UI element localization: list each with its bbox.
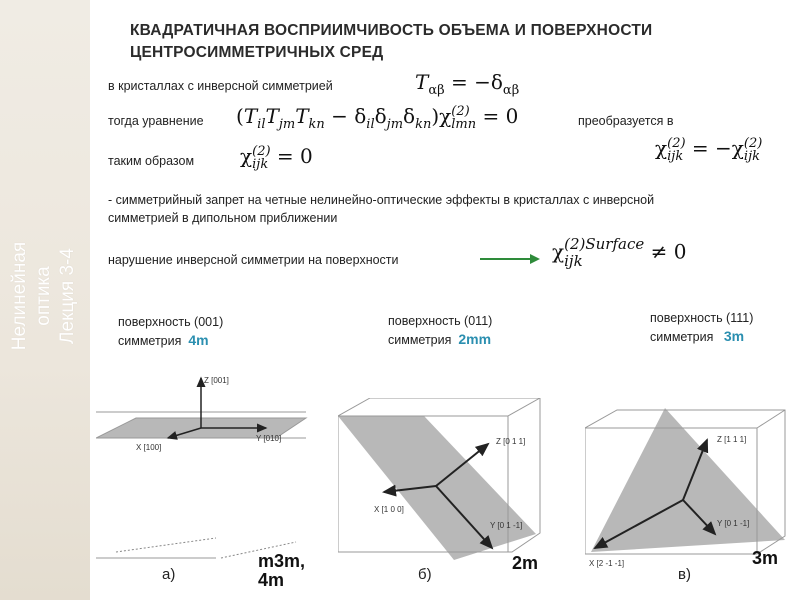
surface-111-sym: 3m — [723, 328, 745, 344]
diagram-b-surface-011 — [338, 398, 548, 568]
then-equation-text: тогда уравнение — [108, 114, 204, 128]
ban-text-line-2: симметрией в дипольном приближении — [108, 211, 338, 225]
z-axis-label: Z [0 1 1] — [496, 437, 526, 446]
cube-edge — [508, 398, 540, 416]
surface-001 — [118, 313, 223, 350]
cube-edge — [757, 410, 785, 428]
z-axis-label: Z [001] — [204, 376, 229, 385]
diagram-b-caption: б) — [418, 566, 432, 583]
diagram-a-surface-001 — [96, 372, 316, 562]
diagram-c-caption: в) — [678, 566, 691, 583]
x-axis-label: X [2 -1 -1] — [589, 559, 625, 568]
diagram-a-group-line-2: 4m — [258, 570, 285, 590]
sidebar-line-2: оптика — [33, 266, 54, 326]
thus-text: таким образом — [108, 154, 195, 168]
formula-transformation: $(T_{il}T_{jm}T_{kn} - \delta_{il}\delta_{jm}\delta_{kn})\chi(2)$ lmn = 0 — [236, 103, 519, 132]
formula-chi-zero: χ(2) ijk = 0 — [240, 143, 313, 172]
transforms-text: преобразуется в — [578, 114, 674, 128]
surface-011 — [388, 312, 492, 349]
formula-T-delta: $T_{\alpha\beta} = -\delta_{\alpha\beta}$ — [415, 70, 520, 98]
diagram-c-group: 3m — [752, 548, 779, 568]
surface-111 — [650, 309, 753, 346]
lecture-sidebar — [0, 0, 90, 600]
surface-011-sym: 2mm — [458, 331, 492, 347]
surface-111-sym-label: симметрия — [650, 330, 714, 344]
cube-edge-dashed — [116, 538, 216, 552]
slide-title — [130, 20, 770, 64]
sidebar-line-3: Лекция 3-4 — [57, 248, 78, 344]
violation-text: нарушение инверсной симметрии на поверхности — [108, 253, 399, 267]
surface-001-label: поверхность (001) — [118, 315, 224, 329]
sidebar-line-1: Нелинейная — [9, 241, 30, 351]
formula-chi-neg: χ(2) ijk = −χ(2) ijk — [655, 135, 763, 164]
title-line-2: ЦЕНТРОСИММЕТРИЧНЫХ СРЕД — [130, 44, 384, 61]
x-axis-label: X [100] — [136, 443, 162, 452]
surface-001-sym: 4m — [188, 332, 209, 348]
surface-011-label: поверхность (011) — [388, 314, 493, 328]
formula-chi-surface: χ(2)Surface ijk ≠ 0 — [552, 235, 687, 270]
surface-plane — [591, 408, 785, 552]
green-arrow-icon — [478, 252, 542, 266]
ban-text-line-1: - симметрийный запрет на четные нелинейно-оптические эффекты в кристаллах с инверсной — [108, 193, 655, 207]
inversion-text: в кристаллах с инверсной симметрией — [108, 79, 333, 93]
sidebar-title — [8, 156, 80, 436]
y-axis-label: Y [0 1 -1] — [717, 519, 750, 528]
diagram-a-caption: а) — [162, 566, 176, 583]
y-axis-label: Y [010] — [256, 434, 282, 443]
surface-001-sym-label: симметрия — [118, 334, 182, 348]
y-axis-label: Y [0 1 -1] — [490, 521, 523, 530]
surface-011-sym-label: симметрия — [388, 333, 452, 347]
z-axis-label: Z [1 1 1] — [717, 435, 747, 444]
diagram-c-surface-111 — [585, 402, 795, 572]
diagram-a-group — [258, 552, 305, 590]
title-line-1: КВАДРАТИЧНАЯ ВОСПРИИМЧИВОСТЬ ОБЪЕМА И ПОВЕРХНОСТИ — [130, 22, 653, 39]
surface-111-label: поверхность (111) — [650, 311, 754, 325]
diagram-a-group-line-1: m3m, — [258, 551, 306, 571]
x-axis-label: X [1 0 0] — [374, 505, 404, 514]
diagram-b-group: 2m — [512, 553, 539, 573]
